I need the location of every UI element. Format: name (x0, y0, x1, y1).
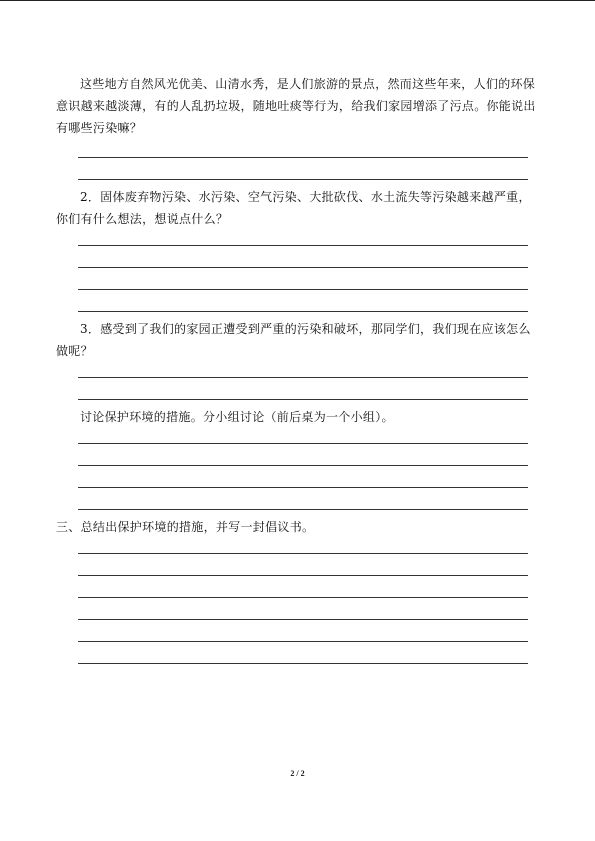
answer-line (78, 245, 528, 246)
discussion-instruction: 讨论保护环境的措施。分小组讨论（前后桌为一个小组）。 (80, 410, 394, 424)
answer-line (78, 179, 528, 180)
answer-line (78, 443, 528, 444)
answer-line (78, 641, 528, 642)
answer-line (78, 663, 528, 664)
answer-line (78, 267, 528, 268)
answer-line (78, 157, 528, 158)
question-2: 2．固体废弃物污染、水污染、空气污染、大批砍伐、水土流失等污染越来越严重，你们有什么想法，想说点什么？ (56, 190, 531, 226)
page-number: 2 / 2 (290, 769, 305, 778)
answer-line (78, 399, 528, 400)
answer-line (78, 597, 528, 598)
answer-line (78, 377, 528, 378)
top-border-line (0, 0, 595, 1)
answer-line (78, 487, 528, 488)
answer-line (78, 465, 528, 466)
intro-paragraph: 这些地方自然风光优美、山清水秀，是人们旅游的景点，然而这些年来，人们的环保意识越来越淡薄，有的人乱扔垃圾，随地吐痰等行为，给我们家园增添了污点。你能说出有哪些污染嘛？ (56, 77, 536, 135)
answer-line (78, 553, 528, 554)
answer-line (78, 619, 528, 620)
answer-line (78, 311, 528, 312)
question-3: 3．感受到了我们的家园正遭受到严重的污染和破坏，那同学们，我们现在应该怎么做呢？ (56, 322, 531, 358)
answer-line (78, 289, 528, 290)
section-3-heading: 三、总结出保护环境的措施，并写一封倡议书。 (56, 520, 315, 534)
answer-line (78, 575, 528, 576)
answer-line (78, 509, 528, 510)
